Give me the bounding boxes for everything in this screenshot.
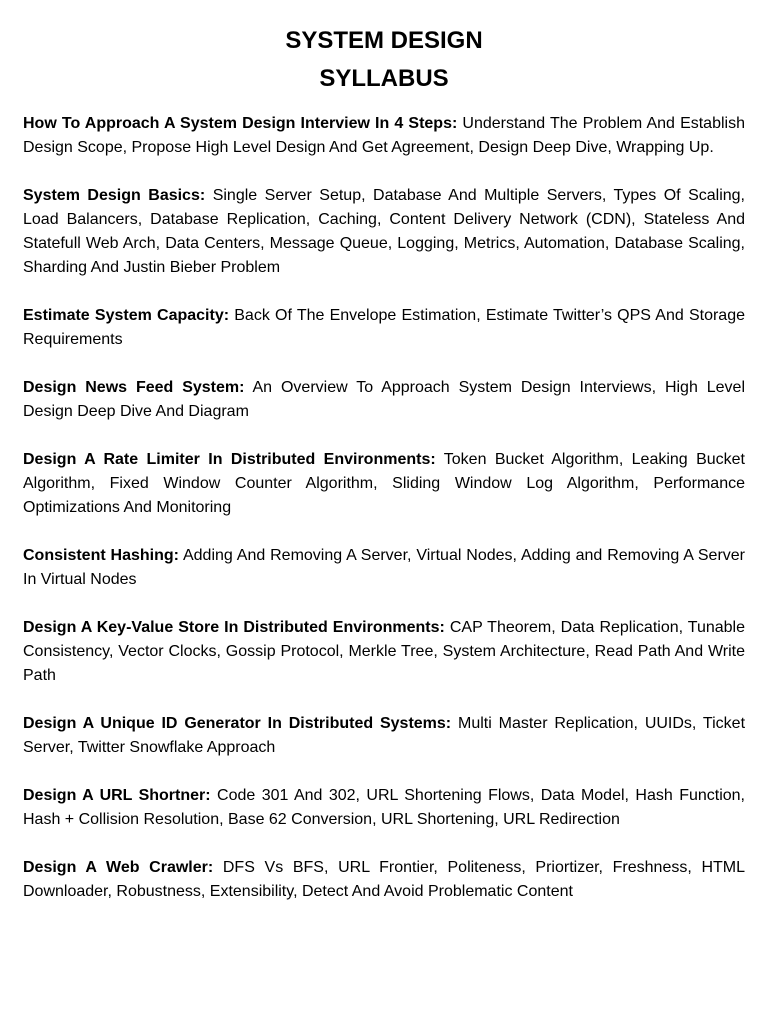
section-body: An Overview To Approach System Design Interviews, High Level Design Deep Dive And Diagram	[23, 379, 746, 420]
section-heading: Design A Web Crawler:	[23, 859, 214, 876]
section-heading: Design A Rate Limiter In Distributed Environments:	[23, 451, 436, 468]
section-body: DFS Vs BFS, URL Frontier, Politeness, Priortizer, Freshness, HTML Downloader, Robustness, Extensibility, Detect And Avoid Problematic Content	[23, 859, 746, 900]
section-unique-id-generator	[23, 712, 745, 760]
section-body: CAP Theorem, Data Replication, Tunable Consistency, Vector Clocks, Gossip Protocol, Merkle Tree, System Architecture, Read Path And Write Path	[23, 619, 745, 684]
section-body: Adding And Removing A Server, Virtual Nodes, Adding and Removing A Server In Virtual Nodes	[23, 547, 745, 588]
title-line-1: SYSTEM DESIGN	[285, 27, 483, 54]
section-heading: Consistent Hashing:	[23, 547, 179, 564]
section-heading: Design A Unique ID Generator In Distributed Systems:	[23, 715, 452, 732]
section-heading: Estimate System Capacity:	[23, 307, 230, 324]
title-line-2: SYLLABUS	[319, 65, 449, 92]
section-url-shortener	[23, 784, 745, 832]
section-body: Token Bucket Algorithm, Leaking Bucket Algorithm, Fixed Window Counter Algorithm, Sliding Window Log Algorithm, Performance Optimizations And Monitoring	[23, 451, 746, 516]
section-body: Back Of The Envelope Estimation, Estimate Twitter’s QPS And Storage Requirements	[23, 307, 745, 348]
section-body: Code 301 And 302, URL Shortening Flows, Data Model, Hash Function, Hash + Collision Resolution, Base 62 Conversion, URL Shortening, URL Redirection	[23, 787, 746, 828]
section-system-design-basics	[23, 184, 745, 280]
section-heading: Design A Key-Value Store In Distributed Environments:	[23, 619, 445, 636]
section-news-feed	[23, 376, 745, 424]
section-rate-limiter	[23, 448, 745, 520]
section-estimate-capacity	[23, 304, 745, 352]
section-heading: System Design Basics:	[23, 187, 206, 204]
section-body: Understand The Problem And Establish Design Scope, Propose High Level Design And Get Agreement, Design Deep Dive, Wrapping Up.	[23, 115, 745, 156]
section-body: Multi Master Replication, UUIDs, Ticket Server, Twitter Snowflake Approach	[23, 715, 746, 756]
section-key-value-store	[23, 616, 745, 688]
section-web-crawler	[23, 856, 745, 904]
section-heading: How To Approach A System Design Interview In 4 Steps:	[23, 115, 458, 132]
section-body: Single Server Setup, Database And Multiple Servers, Types Of Scaling, Load Balancers, Database Replication, Caching, Content Delivery Network (CDN), Stateless And Statefull Web Arch, Data Centers, Message Queue, Logging, Metrics, Automation, Database Scaling, Sharding And Justin Bieber Problem	[23, 187, 746, 276]
section-heading: Design A URL Shortner:	[23, 787, 211, 804]
section-consistent-hashing	[23, 544, 745, 592]
section-approach-interview	[23, 112, 745, 160]
section-heading: Design News Feed System:	[23, 379, 245, 396]
page-title	[23, 22, 745, 98]
